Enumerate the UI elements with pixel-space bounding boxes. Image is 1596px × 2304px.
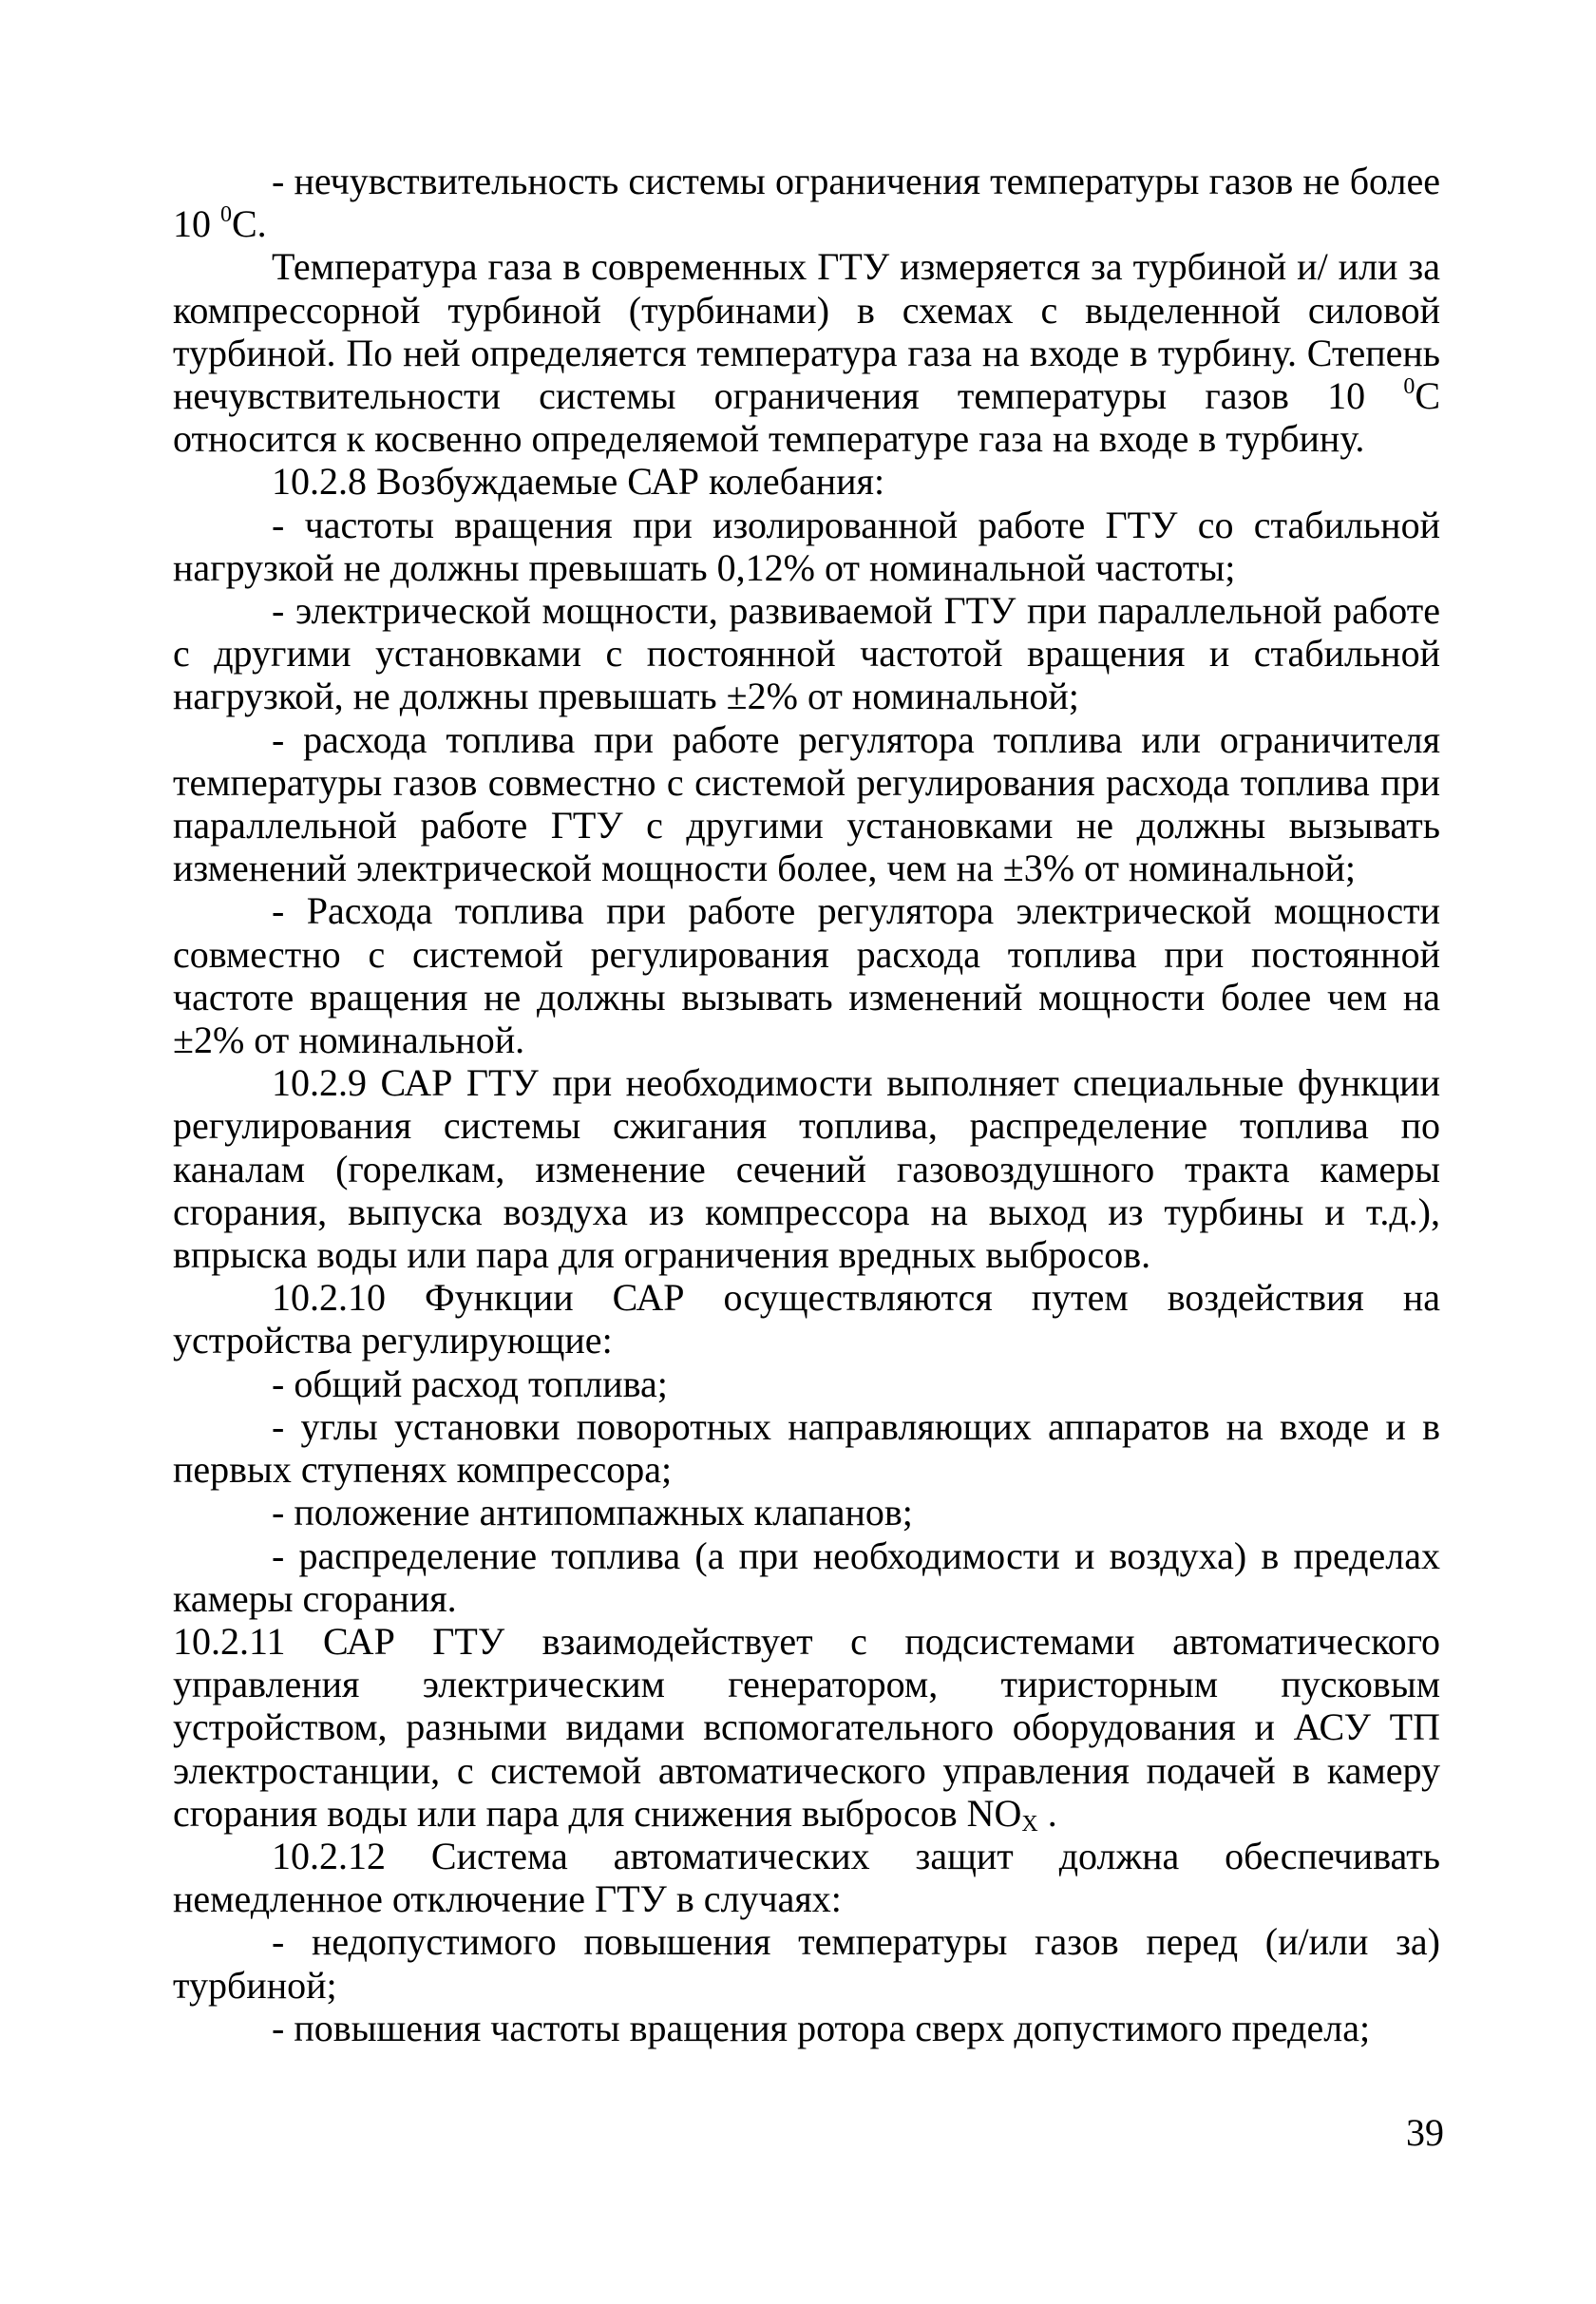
paragraph-gas-temp-measurement [173,245,1440,460]
list-item-rotation-frequency: - частоты вращения при изолированной работе ГТУ со стабильной нагрузкой не должны превышать 0,12% от номинальной частоты; [173,503,1440,589]
text: С. [232,202,267,246]
text: . [1037,1791,1057,1835]
list-item-guide-vane-angles: - углы установки поворотных направляющих аппаратов на входе и в первых ступенях компрессора; [173,1404,1440,1492]
subscript: X [1021,1811,1038,1837]
list-item-total-fuel-flow: - общий расход топлива; [272,1361,668,1405]
text: Температура газа в современных ГТУ измеряется за турбиной и/ или за компрессорной турбиной (турбинами) в схемах с выделенной силовой турбиной. По ней определяется температура газа на входе в турбину. Степень нечувствительности системы ограничения температуры газов 10 [173,245,1440,418]
list-item-rotor-speed-increase: - повышения частоты вращения ротора сверх допустимого предела; [272,2006,1371,2049]
section-10-2-8-heading: 10.2.8 Возбуждаемые САР колебания: [272,460,885,504]
text: - нечувствительность системы ограничения температуры газов не более 10 [173,160,1440,246]
text: 10.2.11 САР ГТУ взаимодействует с подсистемами автоматического управления электрическим генератором, тиристорным пусковым устройством, разными видами вспомогательного оборудования и АСУ ТП электростанции, с системой автоматического управления подачей в камеру сгорания воды или пара для снижения выбросов NO [173,1619,1440,1835]
degree-superscript: 0 [1403,374,1416,400]
list-item-antisurge-valves: - положение антипомпажных клапанов; [272,1491,913,1534]
list-item-gas-temp-increase: - недопустимого повышения температуры газов перед (и/или за) турбиной; [173,1920,1440,2007]
section-10-2-10: 10.2.10 Функции САР осуществляются путем воздействия на устройства регулирующие: [173,1276,1440,1362]
document-body [173,160,1440,2049]
section-10-2-12: 10.2.12 Система автоматических защит должна обеспечивать немедленное отключение ГТУ в случаях: [173,1834,1440,1921]
list-item-electric-power: - электрической мощности, развиваемой ГТУ при параллельной работе с другими установками с постоянной частотой вращения и стабильной нагрузкой, не должны превышать ±2% от номинальной; [173,589,1440,718]
text: С относится к косвенно определяемой температуре газа на входе в турбину. [173,374,1440,461]
section-10-2-11 [173,1620,1440,1835]
section-10-2-9: 10.2.9 САР ГТУ при необходимости выполняет специальные функции регулирования системы сжигания топлива, распределение топлива по каналам (горелкам, изменение сечений газовоздушного тракта камеры сгорания, выпуска воздуха из компрессора на выход из турбины и т.д.), впрыска воды или пара для ограничения вредных выбросов. [173,1061,1440,1277]
page-number: 39 [1406,2111,1444,2154]
degree-superscript: 0 [220,202,232,228]
list-item-fuel-flow-power-regulator: - Расхода топлива при работе регулятора электрической мощности совместно с системой регулирования расхода топлива при постоянной частоте вращения не должны вызывать изменений мощности более чем на ±2% от номинальной. [173,889,1440,1062]
list-item-fuel-distribution: - распределение топлива (а при необходимости и воздуха) в пределах камеры сгорания. [173,1533,1440,1620]
list-item-fuel-flow-regulator: - расхода топлива при работе регулятора топлива или ограничителя температуры газов совместно с системой регулирования расхода топлива при параллельной работе ГТУ с другими установками не должны вызывать изменений электрической мощности более, чем на ±3% от номинальной; [173,717,1440,890]
paragraph-gas-temp-insensitivity [173,160,1440,245]
